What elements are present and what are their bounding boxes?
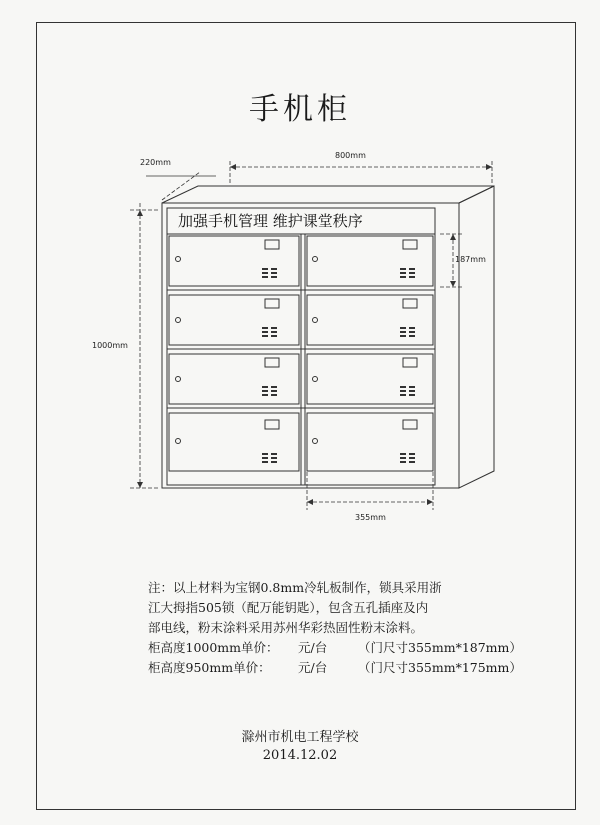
slogan-text: 加强手机管理 维护课堂秩序 bbox=[178, 212, 363, 230]
school-name: 滁州市机电工程学校 bbox=[241, 730, 359, 745]
note-line: 部电线，粉末涂料采用苏州华彩热固性粉末涂料。 bbox=[148, 620, 424, 635]
door-size: （门尺寸355mm*175mm） bbox=[358, 660, 522, 675]
door-width-label: 355mm bbox=[355, 513, 386, 522]
price-row bbox=[148, 638, 528, 658]
door bbox=[307, 236, 433, 286]
cabinet-side bbox=[459, 186, 494, 488]
height-label: 1000mm bbox=[92, 341, 128, 350]
door bbox=[307, 354, 433, 404]
cabinet-top bbox=[162, 186, 494, 203]
price-unit: 元/台 bbox=[298, 640, 328, 655]
door bbox=[307, 295, 433, 345]
page-title: 手机柜 bbox=[249, 92, 351, 127]
depth-label: 220mm bbox=[140, 158, 171, 167]
door-height-label: 187mm bbox=[455, 255, 486, 264]
price-row bbox=[148, 658, 528, 678]
document-date: 2014.12.02 bbox=[262, 748, 338, 763]
notes-block bbox=[148, 578, 528, 678]
vent-icons bbox=[262, 268, 415, 463]
lock-icons bbox=[176, 257, 318, 444]
door-size: （门尺寸355mm*187mm） bbox=[358, 640, 522, 655]
price-label: 柜高度950mm单价： bbox=[148, 660, 271, 675]
note-line: 注：以上材料为宝钢0.8mm冷轧板制作，锁具采用浙 bbox=[148, 580, 442, 595]
price-label: 柜高度1000mm单价： bbox=[148, 640, 279, 655]
note-line: 江大拇指505锁（配万能钥匙），包含五孔插座及内 bbox=[148, 600, 429, 615]
width-label: 800mm bbox=[335, 151, 366, 160]
price-unit: 元/台 bbox=[298, 660, 328, 675]
